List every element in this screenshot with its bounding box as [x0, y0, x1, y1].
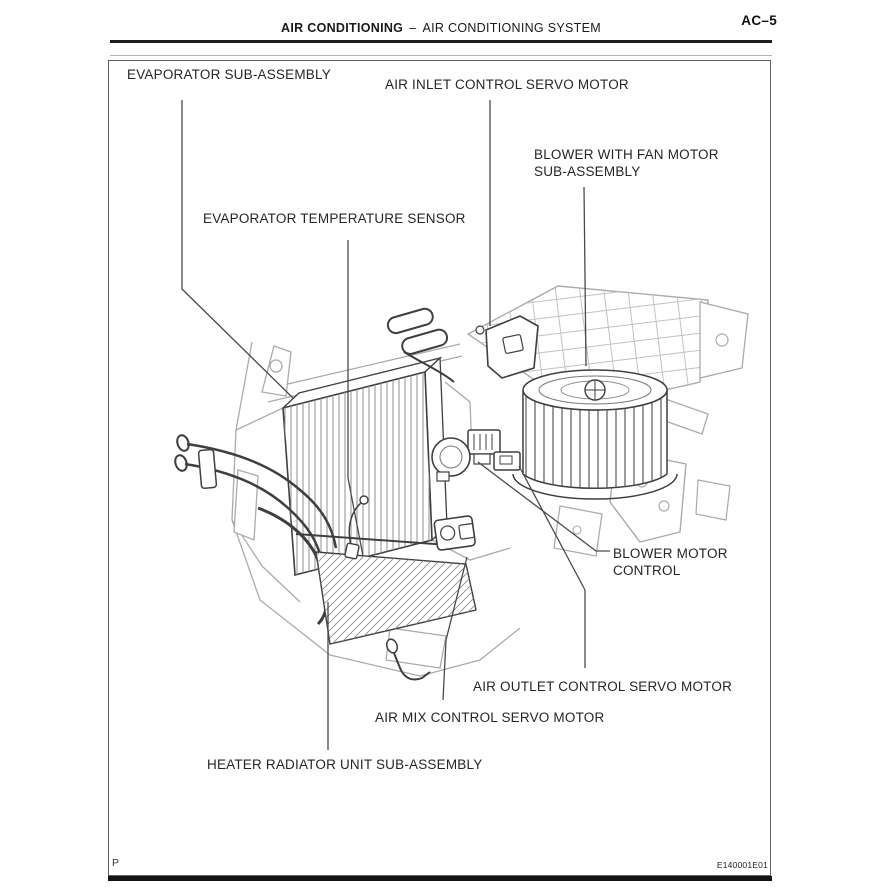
- figure-frame: [108, 60, 771, 876]
- label-air-mix-control-servo-motor: AIR MIX CONTROL SERVO MOTOR: [375, 710, 605, 725]
- label-blower-motor-control: [613, 545, 728, 579]
- label-evaporator-sub-assembly: EVAPORATOR SUB-ASSEMBLY: [127, 67, 331, 82]
- figure-frame-bottom-rule: [108, 876, 772, 881]
- label-blower-with-fan-motor-sub-assembly: [534, 146, 719, 180]
- label-line: CONTROL: [613, 563, 681, 578]
- header-subsection: AIR CONDITIONING SYSTEM: [422, 21, 601, 35]
- label-line: BLOWER MOTOR: [613, 546, 728, 561]
- figure-code: E140001E01: [716, 860, 768, 870]
- label-air-outlet-control-servo-motor: AIR OUTLET CONTROL SERVO MOTOR: [473, 679, 733, 694]
- label-evaporator-temperature-sensor: EVAPORATOR TEMPERATURE SENSOR: [203, 211, 466, 226]
- header-rule-thin: [110, 55, 772, 56]
- label-line: SUB-ASSEMBLY: [534, 164, 641, 179]
- footer-mark: P: [112, 857, 120, 869]
- label-air-inlet-control-servo-motor: AIR INLET CONTROL SERVO MOTOR: [385, 77, 629, 92]
- label-heater-radiator-unit-sub-assembly: HEATER RADIATOR UNIT SUB-ASSEMBLY: [207, 757, 483, 772]
- header-section: AIR CONDITIONING: [281, 21, 404, 35]
- header-separator: –: [409, 21, 417, 35]
- page-number: AC–5: [741, 13, 777, 28]
- page-header: [110, 21, 772, 35]
- header-rule-thick: [110, 40, 772, 43]
- label-line: BLOWER WITH FAN MOTOR: [534, 147, 719, 162]
